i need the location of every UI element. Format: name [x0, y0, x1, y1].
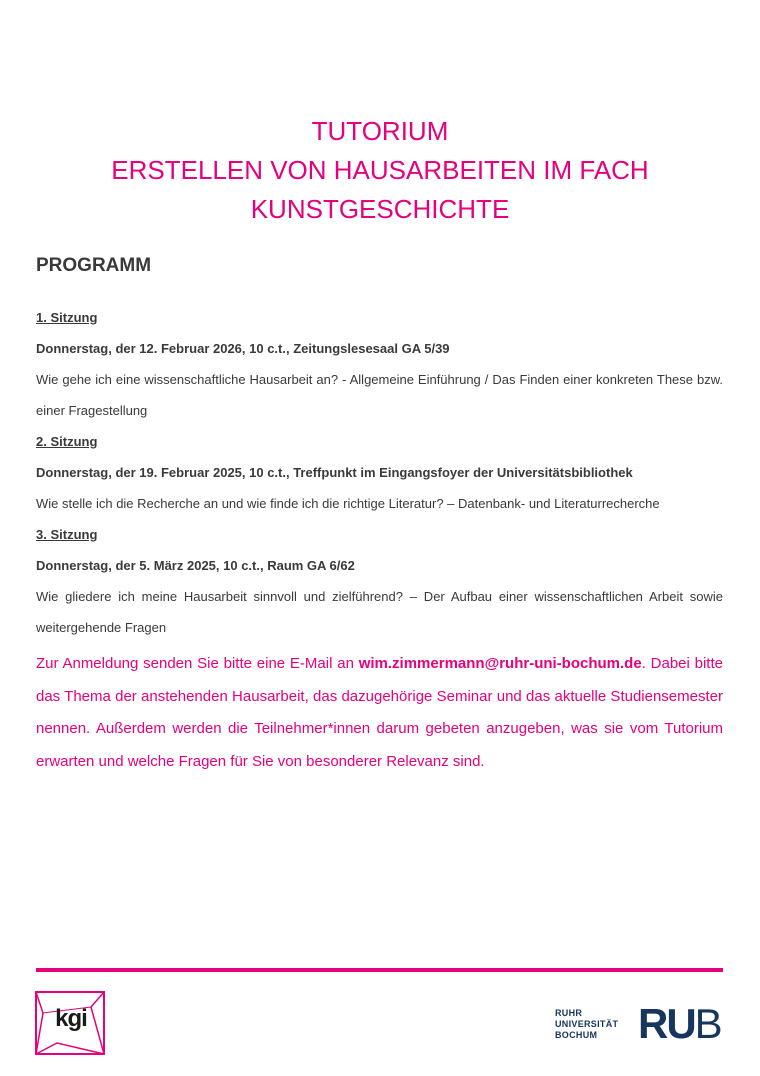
session-3-label: 3. Sitzung — [36, 527, 98, 542]
session-3-description: Wie gliedere ich meine Hausarbeit sinnvoll und zielführend? – Der Aufbau einer wissenschaftlichen Arbeit sowie weitergehende Fragen — [36, 589, 723, 635]
session-1-description: Wie gehe ich eine wissenschaftliche Hausarbeit an? - Allgemeine Einführung / Das Finden einer konkreten These bzw. einer Fragestellung — [36, 372, 723, 418]
kgi-logo — [35, 991, 105, 1055]
kgi-logo-text: kgi — [55, 1005, 87, 1032]
rub-logo-b: B — [694, 1000, 721, 1047]
document-title — [0, 112, 760, 229]
session-1-label: 1. Sitzung — [36, 310, 98, 325]
title-line-1: TUTORIUM — [311, 116, 449, 146]
program-heading: PROGRAMM — [36, 255, 152, 276]
rub-wordmark-line-1: RUHR — [555, 1008, 583, 1018]
rub-wordmark-line-3: BOCHUM — [555, 1030, 598, 1040]
rub-wordmark — [555, 1008, 618, 1041]
title-line-2: ERSTELLEN VON HAUSARBEITEN IM FACH — [111, 155, 649, 185]
signup-text-before: Zur Anmeldung senden Sie bitte eine E-Mail an — [36, 655, 359, 672]
session-1-date: Donnerstag, der 12. Februar 2026, 10 c.t., Zeitungslesesaal GA 5/39 — [36, 341, 450, 356]
footer-divider — [36, 968, 723, 972]
rub-wordmark-line-2: UNIVERSITÄT — [555, 1019, 619, 1029]
signup-email-link[interactable]: wim.zimmermann@ruhr-uni-bochum.de — [358, 655, 642, 672]
signup-text-after: . Dabei bitte das Thema der anstehenden Hausarbeit, das dazugehörige Seminar und das aktuelle Studiensemester nennen. Außerdem werden die Teilnehmer*innen darum gebeten anzugeben, was sie vom Tutorium erwarten und welche Fragen für Sie von besonderer Relevanz sind. — [36, 655, 723, 770]
rub-logo-ru: RU — [638, 1000, 695, 1047]
session-3-date: Donnerstag, der 5. März 2025, 10 c.t., Raum GA 6/62 — [36, 558, 355, 573]
session-2-description: Wie stelle ich die Recherche an und wie finde ich die richtige Literatur? – Datenbank- und Literaturrecherche — [36, 496, 660, 511]
rub-logo — [638, 1001, 721, 1047]
program-list — [36, 302, 723, 643]
signup-instructions — [36, 648, 723, 778]
session-2-date: Donnerstag, der 19. Februar 2025, 10 c.t., Treffpunkt im Eingangsfoyer der Universitätsbibliothek — [36, 465, 633, 480]
session-2-label: 2. Sitzung — [36, 434, 98, 449]
title-line-3: KUNSTGESCHICHTE — [250, 194, 510, 224]
